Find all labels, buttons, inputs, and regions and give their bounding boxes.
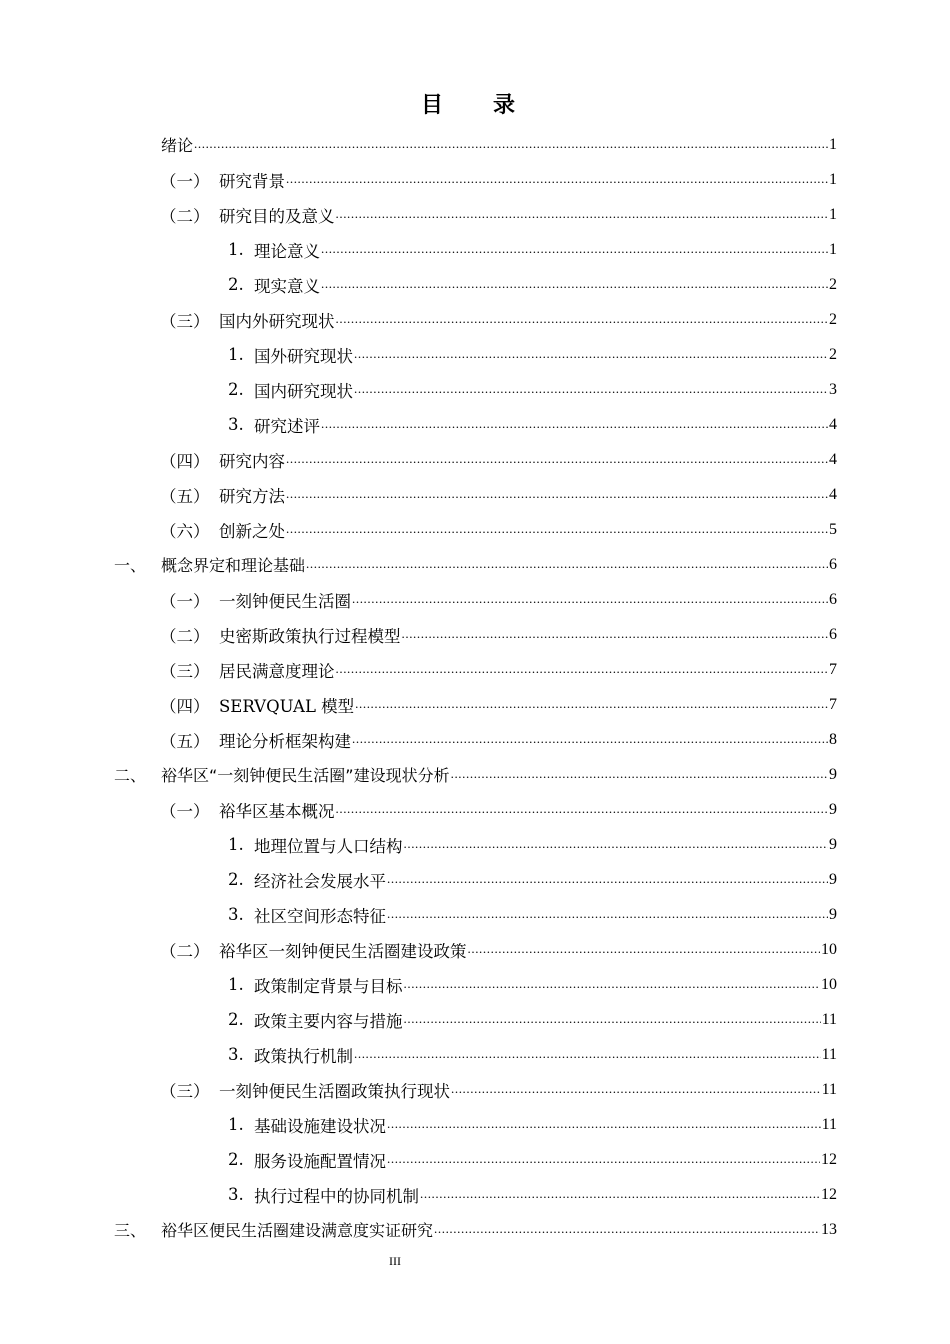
dot-leader [306,553,828,572]
dot-leader [387,868,828,887]
dot-leader [420,1183,820,1202]
dot-leader [354,343,828,362]
toc-entry-page: 1 [829,240,837,258]
toc-entry-page: 6 [829,625,837,643]
toc-entry-number: （一） [160,171,210,191]
toc-entry-page: 7 [829,660,837,678]
toc-entry[interactable] [228,407,837,442]
toc-entry-page: 11 [821,1010,837,1028]
toc-entry-label: 研究方法 [219,486,285,506]
toc-entry-page: 4 [829,450,837,468]
toc-entry-number: （三） [160,1081,210,1101]
toc-entry-page: 4 [829,415,837,433]
toc-entry-number: 1. [228,240,244,259]
toc-entry-label: 基础设施建设状况 [254,1116,386,1136]
toc-entry-number: （六） [160,521,210,541]
toc-entry[interactable] [228,372,837,407]
toc-entry[interactable] [114,757,837,792]
dot-leader [286,448,828,467]
toc-entry-number: （四） [160,451,210,471]
dot-leader [468,938,821,957]
toc-entry-label: 居民满意度理论 [219,661,335,681]
toc-entry-label: SERVQUAL 模型 [219,696,355,716]
dot-leader [336,203,829,222]
toc-entry-number: （三） [160,311,210,331]
toc-entry-number: 三、 [114,1221,147,1240]
toc-entry-page: 1 [829,170,837,188]
toc-entry[interactable] [160,722,837,757]
toc-entry-number: （一） [160,591,210,611]
dot-leader [336,658,829,677]
toc-entry-page: 2 [829,275,837,293]
toc-entry-label: 创新之处 [219,521,285,541]
toc-entry[interactable] [228,1142,837,1177]
toc-entry-label: 执行过程中的协同机制 [254,1186,419,1206]
toc-entry-page: 11 [821,1080,837,1098]
toc-entry-number: （二） [160,206,210,226]
toc-entry[interactable] [160,162,837,197]
toc-entry-page: 5 [829,520,837,538]
dot-leader [352,728,828,747]
toc-entry-label: 经济社会发展水平 [254,871,386,891]
toc-entry-page: 2 [829,345,837,363]
toc-entry[interactable] [160,302,837,337]
toc-entry-label: 一刻钟便民生活圈 [219,591,351,611]
toc-entry-page: 9 [829,800,837,818]
toc-entry-label: 研究背景 [219,171,285,191]
dot-leader [387,1148,820,1167]
toc-entry-number: 1. [228,975,244,994]
dot-leader [387,1113,821,1132]
toc-entry-page: 4 [829,485,837,503]
toc-entry-page: 13 [821,1220,837,1238]
toc-entry[interactable] [160,477,837,512]
dot-leader [321,413,828,432]
toc-entry-number: 2. [228,1010,244,1029]
toc-entry-number: 2. [228,275,244,294]
toc-entry-label: 裕华区一刻钟便民生活圈建设政策 [219,941,467,961]
toc-entry-number: （一） [160,801,210,821]
toc-entry-number: 3. [228,905,244,924]
dot-leader [404,973,821,992]
dot-leader [387,903,828,922]
toc-entry-label: 概念界定和理论基础 [161,556,306,575]
dot-leader [354,378,828,397]
dot-leader [355,693,828,712]
toc-entry-number: 一、 [114,556,147,575]
toc-entry-label: 理论分析框架构建 [219,731,351,751]
toc-entry-number: 2. [228,380,244,399]
toc-entry-page: 7 [829,695,837,713]
toc-entry-page: 9 [829,905,837,923]
toc-entry[interactable] [160,932,837,967]
toc-entry-page: 10 [821,940,837,958]
toc-entry-label: 研究内容 [219,451,285,471]
toc-entry-number: 二、 [114,766,147,785]
toc-entry-page: 9 [829,765,837,783]
toc-entry-number: 1. [228,345,244,364]
toc-entry-label: 裕华区基本概况 [219,801,335,821]
toc-entry-number: 3. [228,415,244,434]
toc-entry[interactable] [160,1072,837,1107]
dot-leader [286,518,828,537]
toc-entry[interactable] [228,862,837,897]
toc-entry[interactable] [160,792,837,827]
toc-entry-page: 6 [829,555,837,573]
toc-title: 目 录 [420,93,529,118]
toc-entry-label: 社区空间形态特征 [254,906,386,926]
toc-entry[interactable] [228,1037,837,1072]
dot-leader [404,833,829,852]
toc-entry-label: 研究目的及意义 [219,206,335,226]
page-number-footer: III [389,1254,401,1268]
toc-entry-number: （五） [160,486,210,506]
toc-entry-number: 3. [228,1185,244,1204]
toc-entry-label: 服务设施配置情况 [254,1151,386,1171]
toc-entry[interactable] [228,1107,837,1142]
toc-entry[interactable] [228,897,837,932]
toc-entry[interactable] [160,652,837,687]
toc-entry[interactable] [228,827,837,862]
dot-leader [354,1043,821,1062]
dot-leader [434,1218,820,1237]
toc-entry-page: 10 [821,975,837,993]
toc-entry[interactable] [114,1212,837,1247]
toc-entry-page: 6 [829,590,837,608]
toc-entry-number: （三） [160,661,210,681]
toc-entry-label: 一刻钟便民生活圈政策执行现状 [219,1081,450,1101]
toc-entry-number: 2. [228,870,244,889]
dot-leader [404,1008,821,1027]
dot-leader [321,273,828,292]
toc-entry-label: 现实意义 [254,276,320,296]
toc-entry-label: 国内研究现状 [254,381,353,401]
toc-entry-page: 1 [829,205,837,223]
toc-entry-page: 3 [829,380,837,398]
toc-entry-label: 史密斯政策执行过程模型 [219,626,401,646]
toc-entry[interactable] [228,337,837,372]
toc-entry[interactable] [114,127,837,162]
dot-leader [286,168,828,187]
toc-entry[interactable] [228,1002,837,1037]
toc-entry-number: 2. [228,1150,244,1169]
toc-entry-label: 研究述评 [254,416,320,436]
toc-entry-label: 国内外研究现状 [219,311,335,331]
toc-entry-page: 11 [821,1045,837,1063]
toc-entry[interactable] [228,967,837,1002]
toc-entry-number: （二） [160,626,210,646]
toc-entry-page: 12 [821,1185,837,1203]
toc-entry[interactable] [160,582,837,617]
toc-entry-page: 1 [829,135,837,153]
toc-entry-page: 8 [829,730,837,748]
toc-entry-number: 1. [228,1115,244,1134]
dot-leader [402,623,829,642]
dot-leader [286,483,828,502]
toc-entry-label: 政策执行机制 [254,1046,353,1066]
toc-entry[interactable] [160,197,837,232]
toc-entry-number: （二） [160,941,210,961]
toc-entry-label: 绪论 [161,136,194,155]
toc-entry-label: 政策制定背景与目标 [254,976,403,996]
dot-leader [336,308,829,327]
toc-entry-label: 地理位置与人口结构 [254,836,403,856]
toc-entry-label: 裕华区“一刻钟便民生活圈”建设现状分析 [161,766,450,785]
toc-entry[interactable] [114,547,837,582]
dot-leader [352,588,828,607]
dot-leader [336,798,829,817]
toc-entry-label: 理论意义 [254,241,320,261]
toc-entry-number: （五） [160,731,210,751]
toc-entry-label: 政策主要内容与措施 [254,1011,403,1031]
dot-leader [321,238,828,257]
toc-entry-number: （四） [160,696,210,716]
toc-entry[interactable] [160,617,837,652]
toc-entry[interactable] [160,687,837,722]
toc-entry[interactable] [228,1177,837,1212]
toc-entry[interactable] [228,232,837,267]
toc-entry-page: 12 [821,1150,837,1168]
dot-leader [451,763,828,782]
dot-leader [451,1078,821,1097]
toc-entry-page: 9 [829,870,837,888]
toc-entry[interactable] [228,267,837,302]
toc-entry-page: 9 [829,835,837,853]
toc-entry-number: 1. [228,835,244,854]
dot-leader [194,133,828,152]
toc-entry-label: 国外研究现状 [254,346,353,366]
toc-entry-page: 2 [829,310,837,328]
toc-entry-number: 3. [228,1045,244,1064]
toc-entry[interactable] [160,512,837,547]
toc-entry[interactable] [160,442,837,477]
toc-entry-label: 裕华区便民生活圈建设满意度实证研究 [161,1221,434,1240]
toc-entry-page: 11 [821,1115,837,1133]
